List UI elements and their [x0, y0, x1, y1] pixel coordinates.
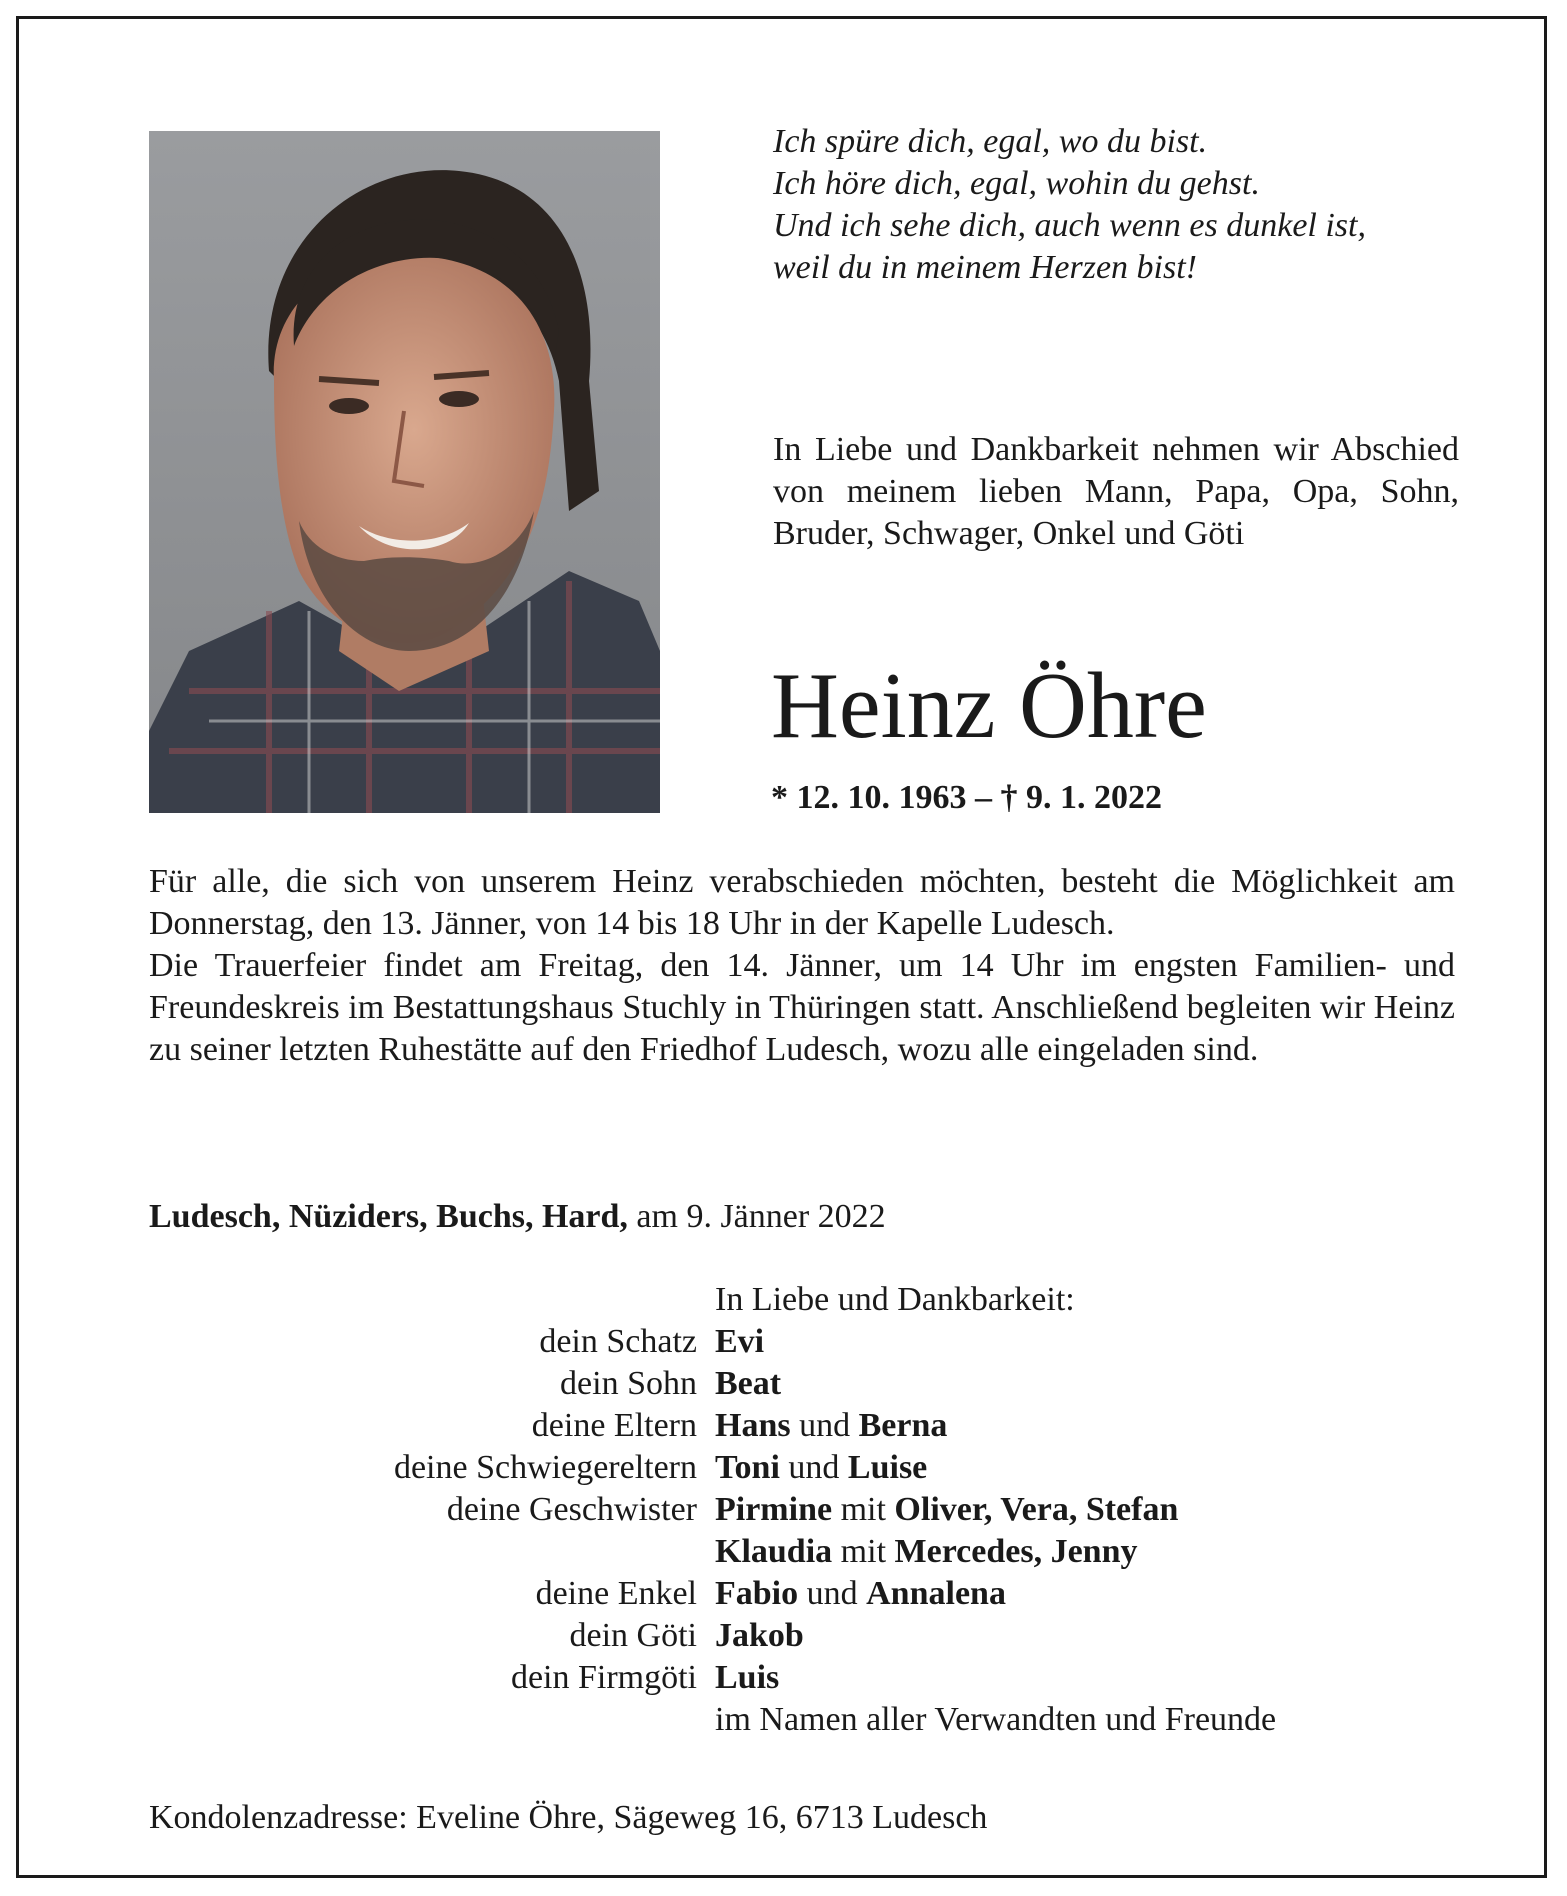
mourner-relation: deine Geschwister	[446, 1491, 697, 1528]
mourner-name: Beat	[715, 1365, 782, 1402]
notice-date: am 9. Jänner 2022	[627, 1198, 886, 1235]
mourner-connector: mit	[832, 1491, 895, 1528]
mourner-names	[715, 1363, 781, 1405]
mourner-names	[715, 1573, 1006, 1615]
mourner-name: Annalena	[866, 1575, 1006, 1612]
poem	[773, 121, 1493, 289]
mourner-name: Jakob	[715, 1617, 804, 1654]
mourner-relation: deine Eltern	[531, 1407, 697, 1444]
mourner-names	[715, 1531, 1138, 1573]
mourner-name: Luise	[847, 1449, 928, 1486]
mourners-heading-row	[149, 1279, 1489, 1321]
mourner-relation: dein Firmgöti	[510, 1659, 697, 1696]
funeral-paragraph: Die Trauerfeier findet am Freitag, den 14. Jänner, um 14 Uhr im engsten Familien- und Freundeskreis im Bestattungshaus Stuchly in Thüringen statt. Anschließend begleiten wir Heinz zu seiner letzten Ruhestätte auf den Friedhof Ludesch, wozu alle eingeladen sind.	[149, 947, 1455, 1068]
poem-line: Und ich sehe dich, auch wenn es dunkel ist,	[773, 207, 1366, 244]
mourner-connector: und	[798, 1575, 867, 1612]
mourner-name: Toni	[715, 1449, 780, 1486]
mourner-name: Fabio	[715, 1575, 799, 1612]
mourner-name: Evi	[715, 1323, 765, 1360]
mourners-heading: In Liebe und Dankbarkeit:	[715, 1281, 1075, 1318]
mourner-row	[149, 1657, 1489, 1699]
place-date-line	[149, 1196, 886, 1238]
poem-line: Ich spüre dich, egal, wo du bist.	[773, 123, 1208, 160]
farewell-intro: In Liebe und Dankbarkeit nehmen wir Abschied von meinem lieben Mann, Papa, Opa, Sohn, Bruder, Schwager, Onkel und Göti	[773, 431, 1459, 552]
mourner-relation: dein Schatz	[539, 1323, 697, 1360]
mourner-row	[149, 1447, 1489, 1489]
mourner-name: Hans	[715, 1407, 791, 1444]
mourner-relation: deine Enkel	[535, 1575, 697, 1612]
mourner-row	[149, 1531, 1489, 1573]
mourner-relation: dein Göti	[569, 1617, 697, 1654]
mourner-row	[149, 1615, 1489, 1657]
mourner-row	[149, 1363, 1489, 1405]
ceremony-text	[149, 861, 1455, 1071]
deceased-name: Heinz Öhre	[771, 654, 1207, 758]
mourner-names	[715, 1489, 1178, 1531]
mourner-names	[715, 1447, 927, 1489]
mourner-connector: mit	[832, 1533, 895, 1570]
mourner-relation: dein Sohn	[560, 1365, 697, 1402]
places: Ludesch, Nüziders, Buchs, Hard,	[149, 1198, 628, 1235]
obituary-notice	[16, 16, 1547, 1878]
mourner-name: Klaudia	[715, 1533, 833, 1570]
mourner-row	[149, 1489, 1489, 1531]
portrait-photo	[149, 131, 660, 813]
poem-line: weil du in meinem Herzen bist!	[773, 249, 1197, 286]
mourner-name: Berna	[858, 1407, 948, 1444]
life-dates: * 12. 10. 1963 – † 9. 1. 2022	[771, 779, 1162, 816]
mourner-row	[149, 1405, 1489, 1447]
mourner-name: Oliver, Vera, Stefan	[894, 1491, 1179, 1528]
mourner-names	[715, 1405, 947, 1447]
mourner-names	[715, 1321, 764, 1363]
mourner-name: Pirmine	[715, 1491, 833, 1528]
mourners-closing-row	[149, 1699, 1489, 1741]
mourner-connector: und	[790, 1407, 859, 1444]
portrait-illustration	[149, 131, 660, 813]
mourner-name: Mercedes, Jenny	[894, 1533, 1138, 1570]
mourners-list	[149, 1279, 1489, 1741]
poem-line: Ich höre dich, egal, wohin du gehst.	[773, 165, 1260, 202]
mourner-names	[715, 1615, 804, 1657]
viewing-paragraph: Für alle, die sich von unserem Heinz verabschieden möchten, besteht die Möglichkeit am Donnerstag, den 13. Jänner, von 14 bis 18 Uhr in der Kapelle Ludesch.	[149, 863, 1455, 942]
mourner-name: Luis	[715, 1659, 780, 1696]
mourner-relation	[149, 1531, 715, 1573]
mourners-closing: im Namen aller Verwandten und Freunde	[715, 1701, 1277, 1738]
condolence-address: Kondolenzadresse: Eveline Öhre, Sägeweg 16, 6713 Ludesch	[149, 1799, 988, 1836]
mourner-connector: und	[779, 1449, 848, 1486]
mourner-relation: deine Schwiegereltern	[393, 1449, 697, 1486]
mourner-names	[715, 1657, 779, 1699]
mourner-row	[149, 1321, 1489, 1363]
mourner-row	[149, 1573, 1489, 1615]
